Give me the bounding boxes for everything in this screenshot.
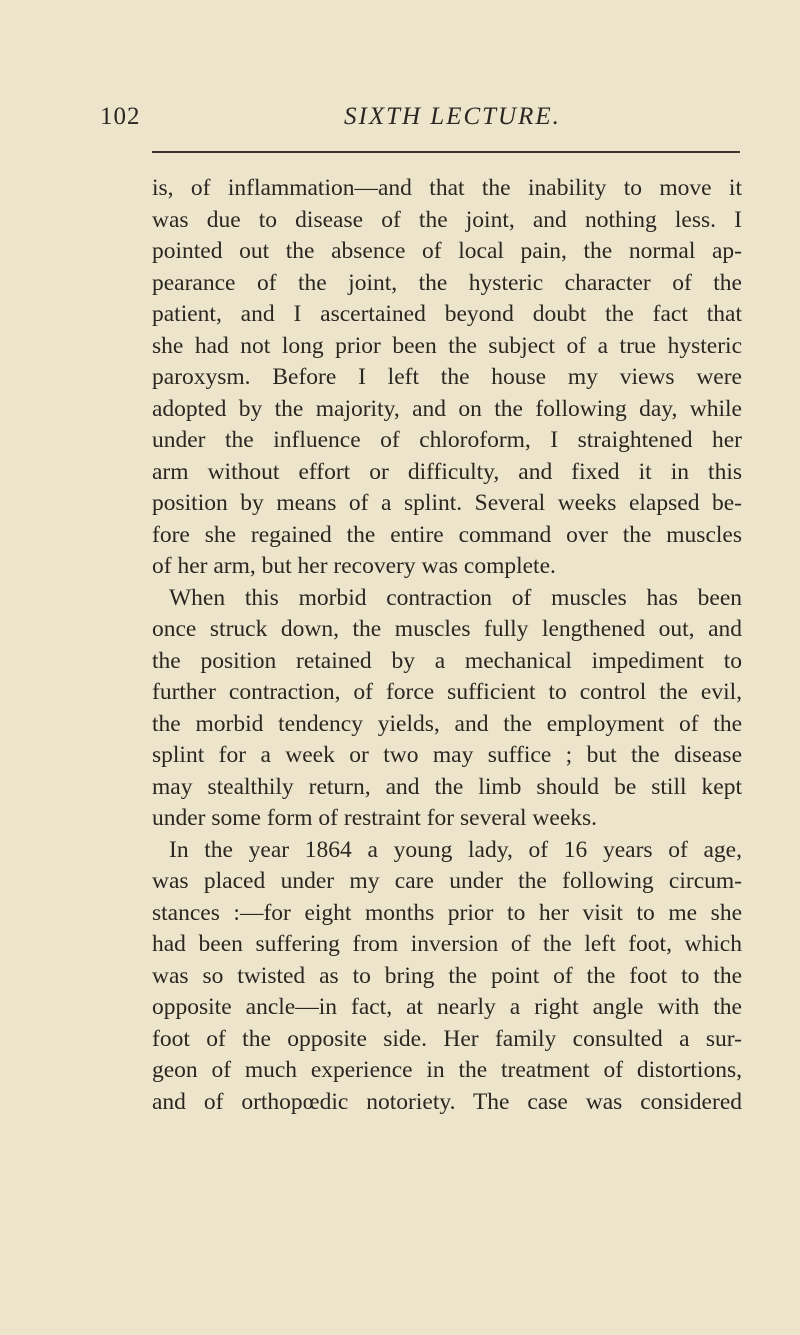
text-line: and of orthopœdic notoriety. The case was considered xyxy=(152,1088,742,1115)
lecture-title: SIXTH LECTURE. xyxy=(344,103,561,130)
text-line: further contraction, of force sufficient to control the evil, xyxy=(152,679,742,705)
text-line: adopted by the majority, and on the following day, while xyxy=(152,395,742,422)
text-line: patient, and I ascertained beyond doubt the fact that xyxy=(152,301,742,327)
text-line: is, of inflammation—and that the inability to move it xyxy=(152,175,742,201)
text-line: geon of much experience in the treatment of distortions, xyxy=(152,1057,742,1083)
running-head xyxy=(100,103,740,139)
text-line: may stealthily return, and the limb should be still kept xyxy=(152,773,742,800)
text-line: once struck down, the muscles fully lengthened out, and xyxy=(152,616,742,642)
page-number: 102 xyxy=(100,103,141,130)
text-line: the position retained by a mechanical impediment to xyxy=(152,647,742,674)
text-line: splint for a week or two may suffice ; but the disease xyxy=(152,742,742,768)
text-line: of her arm, but her recovery was complete. xyxy=(152,553,556,579)
paragraph-start-line: When this morbid contraction of muscles has been xyxy=(169,584,742,611)
text-line: stances :—for eight months prior to her visit to me she xyxy=(152,899,742,926)
text-line: fore she regained the entire command over the muscles xyxy=(152,521,742,548)
text-line: pearance of the joint, the hysteric character of the xyxy=(152,269,742,296)
text-line: the morbid tendency yields, and the employment of the xyxy=(152,710,742,737)
text-line: foot of the opposite side. Her family consulted a sur- xyxy=(152,1025,742,1052)
text-line: was so twisted as to bring the point of the foot to the xyxy=(152,962,742,989)
text-line: she had not long prior been the subject of a true hysteric xyxy=(152,332,742,359)
text-line: was placed under my care under the following circum- xyxy=(152,868,742,894)
text-line: position by means of a splint. Several weeks elapsed be- xyxy=(152,490,742,516)
text-line: under some form of restraint for several weeks. xyxy=(152,805,598,831)
text-line: arm without effort or difficulty, and fixed it in this xyxy=(152,458,742,485)
text-line: paroxysm. Before I left the house my views were xyxy=(152,364,742,390)
text-line: was due to disease of the joint, and nothing less. I xyxy=(152,206,742,233)
paragraph-start-line: In the year 1864 a young lady, of 16 years of age, xyxy=(169,836,742,863)
body-text xyxy=(152,173,742,1118)
text-line: opposite ancle—in fact, at nearly a right angle with the xyxy=(152,994,742,1020)
header-rule xyxy=(152,151,740,153)
text-line: had been suffering from inversion of the left foot, which xyxy=(152,931,742,957)
text-line: pointed out the absence of local pain, the normal ap- xyxy=(152,238,742,264)
text-line: under the influence of chloroform, I straightened her xyxy=(152,427,742,453)
